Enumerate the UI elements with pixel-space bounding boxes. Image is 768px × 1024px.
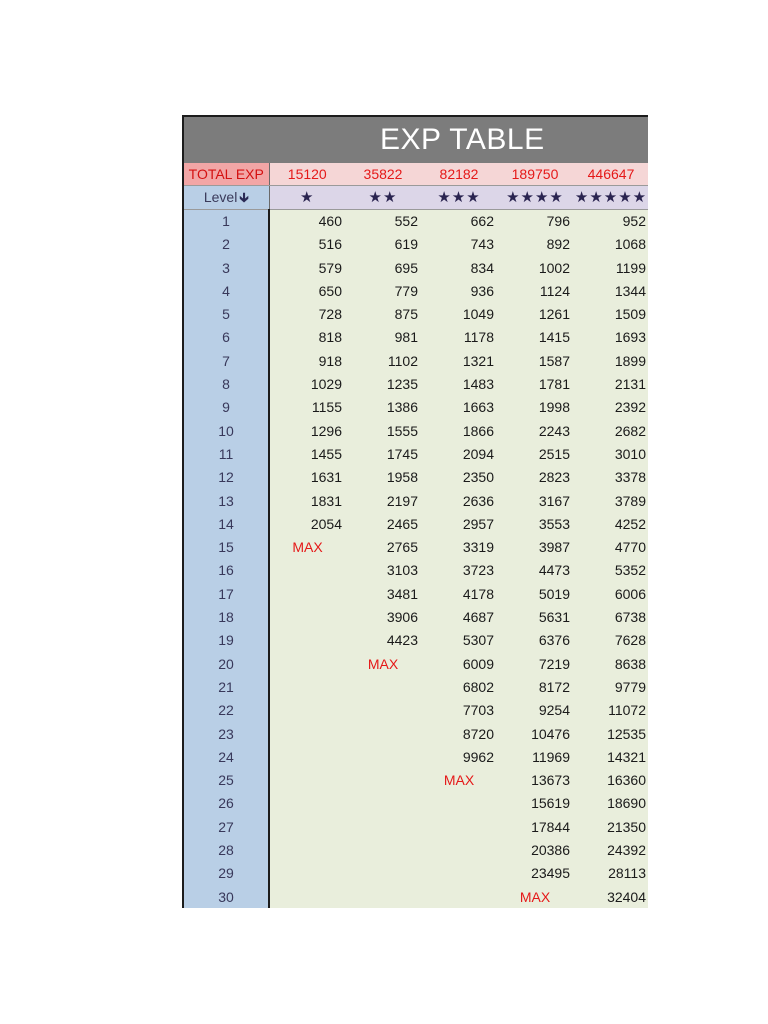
- exp-cell: 2094: [421, 443, 497, 466]
- exp-cell: [269, 559, 345, 582]
- table-row: [183, 350, 648, 373]
- exp-cell: 552: [345, 210, 421, 234]
- exp-cell: 662: [421, 210, 497, 234]
- level-cell: 7: [183, 350, 269, 373]
- exp-cell: 1049: [421, 303, 497, 326]
- exp-cell: 2131: [573, 373, 648, 396]
- exp-cell: 1235: [345, 373, 421, 396]
- exp-cell: 6376: [497, 629, 573, 652]
- exp-cell: 9962: [421, 746, 497, 769]
- level-cell: 5: [183, 303, 269, 326]
- exp-cell: 1029: [269, 373, 345, 396]
- exp-cell: 2682: [573, 420, 648, 443]
- exp-cell: 16360: [573, 769, 648, 792]
- exp-cell: 743: [421, 233, 497, 256]
- exp-table: [182, 163, 648, 908]
- exp-cell: 2823: [497, 466, 573, 489]
- exp-cell: [345, 886, 421, 908]
- level-cell: 18: [183, 606, 269, 629]
- exp-cell: 7628: [573, 629, 648, 652]
- exp-cell: 2054: [269, 513, 345, 536]
- exp-cell: [269, 653, 345, 676]
- exp-cell: [345, 862, 421, 885]
- table-row: [183, 792, 648, 815]
- total-exp-cell: 35822: [345, 163, 421, 186]
- exp-cell: 3789: [573, 490, 648, 513]
- exp-cell: [421, 792, 497, 815]
- table-row: [183, 303, 648, 326]
- exp-cell: [269, 792, 345, 815]
- exp-cell: 32404: [573, 886, 648, 908]
- exp-cell: 1261: [497, 303, 573, 326]
- exp-cell: 1555: [345, 420, 421, 443]
- exp-cell: 1455: [269, 443, 345, 466]
- level-cell: 4: [183, 280, 269, 303]
- exp-cell: 11969: [497, 746, 573, 769]
- exp-cell: 3723: [421, 559, 497, 582]
- table-row: [183, 559, 648, 582]
- exp-cell: 28113: [573, 862, 648, 885]
- level-cell: 1: [183, 210, 269, 234]
- table-row: [183, 886, 648, 908]
- exp-cell: 981: [345, 326, 421, 349]
- level-cell: 17: [183, 583, 269, 606]
- exp-cell: [269, 816, 345, 839]
- exp-cell: 2197: [345, 490, 421, 513]
- exp-cell: 3481: [345, 583, 421, 606]
- level-cell: 14: [183, 513, 269, 536]
- exp-cell: 1693: [573, 326, 648, 349]
- level-cell: 2: [183, 233, 269, 256]
- exp-cell: 1483: [421, 373, 497, 396]
- exp-cell: 1415: [497, 326, 573, 349]
- exp-cell: 1745: [345, 443, 421, 466]
- exp-cell: 728: [269, 303, 345, 326]
- level-cell: 19: [183, 629, 269, 652]
- table-row: [183, 862, 648, 885]
- exp-cell: 4252: [573, 513, 648, 536]
- exp-cell: 1386: [345, 396, 421, 419]
- exp-cell: 779: [345, 280, 421, 303]
- exp-cell: 834: [421, 257, 497, 280]
- table-row: [183, 396, 648, 419]
- exp-cell: 1102: [345, 350, 421, 373]
- exp-cell: 23495: [497, 862, 573, 885]
- exp-cell: 460: [269, 210, 345, 234]
- exp-table-sheet: [182, 115, 648, 908]
- exp-cell: MAX: [497, 886, 573, 908]
- exp-cell: 1068: [573, 233, 648, 256]
- star-rating-cell: ★★★: [421, 186, 497, 210]
- table-row: [183, 466, 648, 489]
- exp-cell: 1321: [421, 350, 497, 373]
- exp-cell: 5631: [497, 606, 573, 629]
- table-row: [183, 536, 648, 559]
- level-cell: 20: [183, 653, 269, 676]
- exp-cell: 21350: [573, 816, 648, 839]
- exp-cell: 18690: [573, 792, 648, 815]
- exp-cell: 2515: [497, 443, 573, 466]
- level-cell: 11: [183, 443, 269, 466]
- table-row: [183, 513, 648, 536]
- exp-cell: 818: [269, 326, 345, 349]
- total-exp-row: [183, 163, 648, 186]
- exp-cell: [269, 746, 345, 769]
- exp-cell: 936: [421, 280, 497, 303]
- exp-cell: 1831: [269, 490, 345, 513]
- table-row: [183, 606, 648, 629]
- exp-cell: 1958: [345, 466, 421, 489]
- exp-table-body: [183, 163, 648, 908]
- exp-cell: [345, 839, 421, 862]
- star-rating-cell: ★★: [345, 186, 421, 210]
- exp-cell: 1866: [421, 420, 497, 443]
- level-cell: 21: [183, 676, 269, 699]
- exp-cell: 8638: [573, 653, 648, 676]
- exp-cell: 11072: [573, 699, 648, 722]
- table-row: [183, 723, 648, 746]
- exp-cell: 24392: [573, 839, 648, 862]
- exp-cell: 695: [345, 257, 421, 280]
- exp-cell: 1124: [497, 280, 573, 303]
- exp-cell: MAX: [421, 769, 497, 792]
- level-cell: 22: [183, 699, 269, 722]
- exp-cell: 4687: [421, 606, 497, 629]
- exp-cell: 3319: [421, 536, 497, 559]
- total-exp-cell: 82182: [421, 163, 497, 186]
- star-rating-cell: ★★★★★: [573, 186, 648, 210]
- level-cell: 28: [183, 839, 269, 862]
- exp-cell: 8720: [421, 723, 497, 746]
- level-cell: 3: [183, 257, 269, 280]
- exp-cell: 10476: [497, 723, 573, 746]
- level-cell: 6: [183, 326, 269, 349]
- arrow-down-icon: 🡳: [239, 190, 249, 205]
- exp-cell: [345, 746, 421, 769]
- table-row: [183, 210, 648, 234]
- exp-cell: 918: [269, 350, 345, 373]
- exp-cell: 2392: [573, 396, 648, 419]
- exp-cell: [421, 862, 497, 885]
- exp-cell: 796: [497, 210, 573, 234]
- exp-cell: 1587: [497, 350, 573, 373]
- level-cell: 13: [183, 490, 269, 513]
- exp-cell: 2957: [421, 513, 497, 536]
- exp-cell: 6009: [421, 653, 497, 676]
- level-header: [183, 186, 269, 210]
- exp-cell: 4770: [573, 536, 648, 559]
- exp-cell: 8172: [497, 676, 573, 699]
- exp-cell: 892: [497, 233, 573, 256]
- exp-cell: 13673: [497, 769, 573, 792]
- level-cell: 29: [183, 862, 269, 885]
- exp-cell: 6738: [573, 606, 648, 629]
- exp-cell: 1002: [497, 257, 573, 280]
- exp-cell: [269, 583, 345, 606]
- exp-cell: 9779: [573, 676, 648, 699]
- level-cell: 25: [183, 769, 269, 792]
- exp-cell: [269, 723, 345, 746]
- star-rating-row: [183, 186, 648, 210]
- exp-cell: 1781: [497, 373, 573, 396]
- exp-cell: 4473: [497, 559, 573, 582]
- exp-cell: 952: [573, 210, 648, 234]
- level-cell: 9: [183, 396, 269, 419]
- exp-cell: [269, 862, 345, 885]
- exp-cell: [345, 699, 421, 722]
- exp-cell: 875: [345, 303, 421, 326]
- table-row: [183, 233, 648, 256]
- table-row: [183, 490, 648, 513]
- exp-cell: [269, 699, 345, 722]
- table-row: [183, 373, 648, 396]
- exp-cell: 1509: [573, 303, 648, 326]
- exp-cell: 1296: [269, 420, 345, 443]
- level-cell: 12: [183, 466, 269, 489]
- table-row: [183, 816, 648, 839]
- exp-cell: 7219: [497, 653, 573, 676]
- exp-cell: 516: [269, 233, 345, 256]
- table-row: [183, 257, 648, 280]
- exp-cell: 2350: [421, 466, 497, 489]
- table-row: [183, 280, 648, 303]
- exp-cell: [269, 886, 345, 908]
- exp-cell: 17844: [497, 816, 573, 839]
- exp-cell: [421, 816, 497, 839]
- level-cell: 27: [183, 816, 269, 839]
- exp-cell: [345, 723, 421, 746]
- table-row: [183, 653, 648, 676]
- star-rating-cell: ★: [269, 186, 345, 210]
- exp-cell: 3167: [497, 490, 573, 513]
- level-label: Level: [203, 189, 238, 205]
- exp-cell: 2636: [421, 490, 497, 513]
- exp-cell: [345, 816, 421, 839]
- exp-cell: MAX: [269, 536, 345, 559]
- level-cell: 26: [183, 792, 269, 815]
- exp-cell: 3010: [573, 443, 648, 466]
- level-cell: 15: [183, 536, 269, 559]
- exp-cell: [269, 629, 345, 652]
- exp-cell: [269, 839, 345, 862]
- exp-cell: 3553: [497, 513, 573, 536]
- level-cell: 10: [183, 420, 269, 443]
- exp-cell: 5307: [421, 629, 497, 652]
- exp-cell: 15619: [497, 792, 573, 815]
- total-exp-cell: 189750: [497, 163, 573, 186]
- table-row: [183, 583, 648, 606]
- exp-cell: [269, 606, 345, 629]
- exp-cell: [269, 676, 345, 699]
- exp-cell: 3378: [573, 466, 648, 489]
- exp-cell: 619: [345, 233, 421, 256]
- exp-cell: 1178: [421, 326, 497, 349]
- exp-cell: 2465: [345, 513, 421, 536]
- table-row: [183, 420, 648, 443]
- exp-cell: 1155: [269, 396, 345, 419]
- table-row: [183, 326, 648, 349]
- total-exp-cell: 446647: [573, 163, 648, 186]
- exp-cell: 3103: [345, 559, 421, 582]
- table-row: [183, 839, 648, 862]
- exp-cell: 1663: [421, 396, 497, 419]
- table-title: EXP TABLE: [380, 123, 545, 156]
- level-cell: 30: [183, 886, 269, 908]
- exp-cell: 1998: [497, 396, 573, 419]
- level-cell: 23: [183, 723, 269, 746]
- exp-cell: 5019: [497, 583, 573, 606]
- exp-cell: 4423: [345, 629, 421, 652]
- table-row: [183, 699, 648, 722]
- exp-cell: 3906: [345, 606, 421, 629]
- exp-cell: [345, 769, 421, 792]
- exp-cell: [421, 839, 497, 862]
- exp-cell: 9254: [497, 699, 573, 722]
- level-cell: 8: [183, 373, 269, 396]
- exp-cell: [421, 886, 497, 908]
- total-exp-label: TOTAL EXP: [183, 163, 269, 186]
- title-bar: [182, 115, 648, 163]
- table-row: [183, 676, 648, 699]
- exp-cell: 6802: [421, 676, 497, 699]
- exp-cell: 1631: [269, 466, 345, 489]
- exp-cell: 1199: [573, 257, 648, 280]
- exp-cell: [269, 769, 345, 792]
- exp-cell: 1344: [573, 280, 648, 303]
- exp-cell: 1899: [573, 350, 648, 373]
- exp-cell: [345, 676, 421, 699]
- table-row: [183, 769, 648, 792]
- exp-cell: [345, 792, 421, 815]
- table-row: [183, 746, 648, 769]
- exp-cell: 12535: [573, 723, 648, 746]
- exp-cell: MAX: [345, 653, 421, 676]
- exp-cell: 3987: [497, 536, 573, 559]
- exp-cell: 2243: [497, 420, 573, 443]
- exp-cell: 5352: [573, 559, 648, 582]
- table-row: [183, 443, 648, 466]
- total-exp-cell: 15120: [269, 163, 345, 186]
- table-row: [183, 629, 648, 652]
- exp-cell: 579: [269, 257, 345, 280]
- level-cell: 24: [183, 746, 269, 769]
- exp-cell: 7703: [421, 699, 497, 722]
- level-cell: 16: [183, 559, 269, 582]
- exp-cell: 4178: [421, 583, 497, 606]
- exp-cell: 20386: [497, 839, 573, 862]
- star-rating-cell: ★★★★: [497, 186, 573, 210]
- exp-cell: 650: [269, 280, 345, 303]
- exp-cell: 14321: [573, 746, 648, 769]
- exp-cell: 2765: [345, 536, 421, 559]
- exp-cell: 6006: [573, 583, 648, 606]
